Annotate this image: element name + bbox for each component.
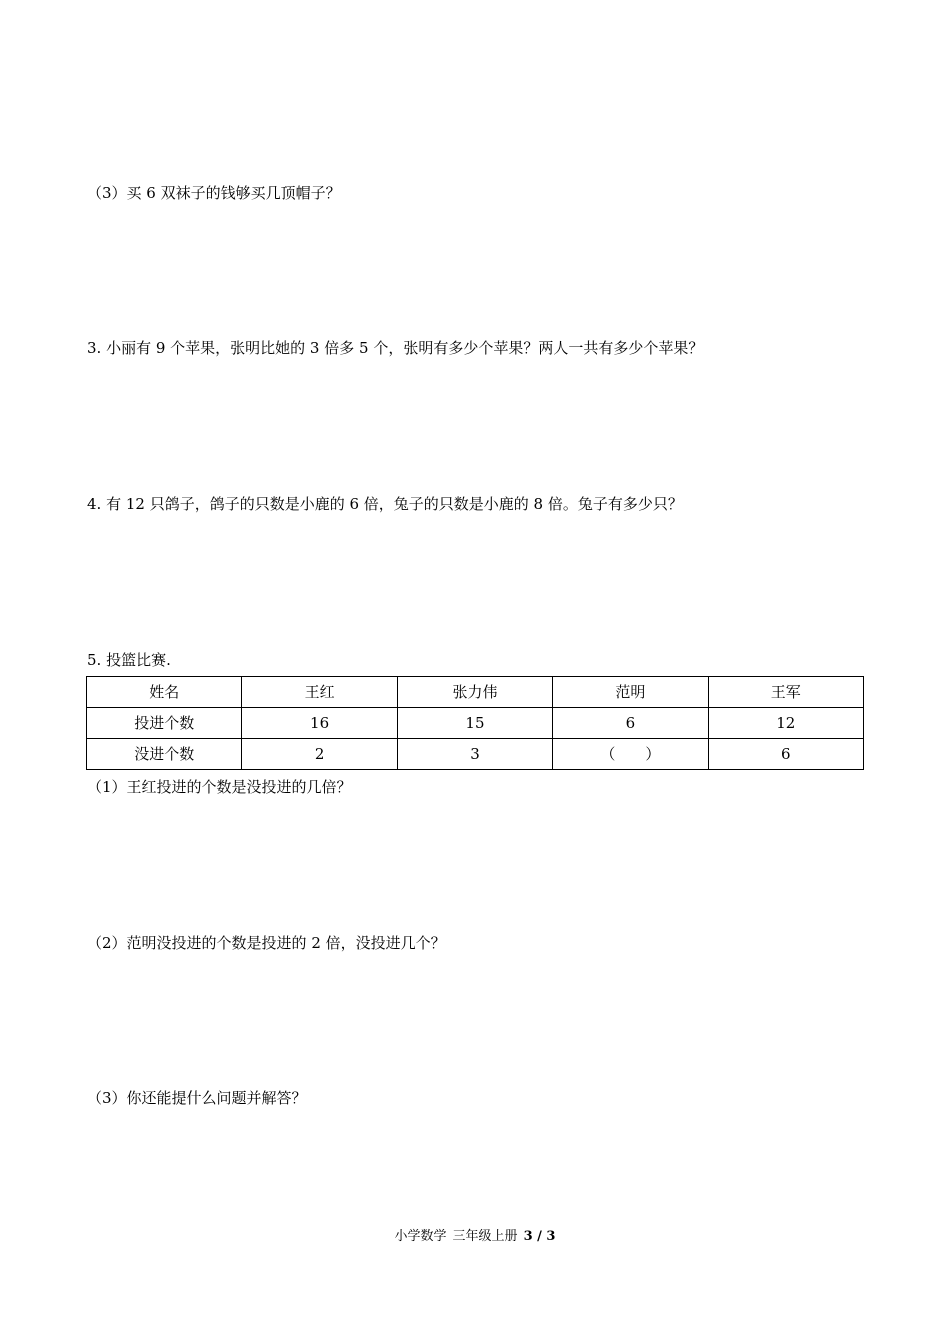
footer-subject: 小学数学	[394, 1229, 447, 1244]
question-3: 3. 小丽有 9 个苹果，张明比她的 3 倍多 5 个，张明有多少个苹果？两人一共有多少个苹果？	[87, 339, 704, 357]
question-5-part-2: （2）范明没投进的个数是投进的 2 倍，没投进几个？	[87, 934, 446, 952]
table-header-cell: 范明	[553, 677, 708, 708]
table-header-row	[87, 677, 864, 708]
table-cell: 15	[397, 708, 552, 739]
question-4: 4. 有 12 只鸽子，鸽子的只数是小鹿的 6 倍，兔子的只数是小鹿的 8 倍。兔子有多少只？	[87, 495, 683, 513]
question-5-part-1: （1）王红投进的个数是没投进的几倍？	[87, 778, 352, 796]
table-cell: 16	[242, 708, 397, 739]
table-row	[87, 708, 864, 739]
table-header-cell: 王红	[242, 677, 397, 708]
table-header-cell: 张力伟	[397, 677, 552, 708]
table-cell-blank: （ ）	[553, 739, 708, 770]
table-cell: 6	[708, 739, 863, 770]
table-cell: 3	[397, 739, 552, 770]
table-cell: 投进个数	[87, 708, 242, 739]
table-cell: 6	[553, 708, 708, 739]
question-5-title: 5. 投篮比赛.	[87, 651, 171, 669]
table-header-cell: 王军	[708, 677, 863, 708]
table-header-cell: 姓名	[87, 677, 242, 708]
page-footer	[0, 1228, 950, 1246]
basketball-score-table	[86, 676, 864, 770]
table-row	[87, 739, 864, 770]
table-cell: 12	[708, 708, 863, 739]
table-cell: 2	[242, 739, 397, 770]
page-number: 3 / 3	[523, 1229, 556, 1244]
question-2-part-3: （3）买 6 双袜子的钱够买几顶帽子？	[87, 184, 341, 202]
footer-grade: 三年级上册	[452, 1229, 518, 1244]
table-cell: 没进个数	[87, 739, 242, 770]
question-5-part-3: （3）你还能提什么问题并解答？	[87, 1089, 307, 1107]
